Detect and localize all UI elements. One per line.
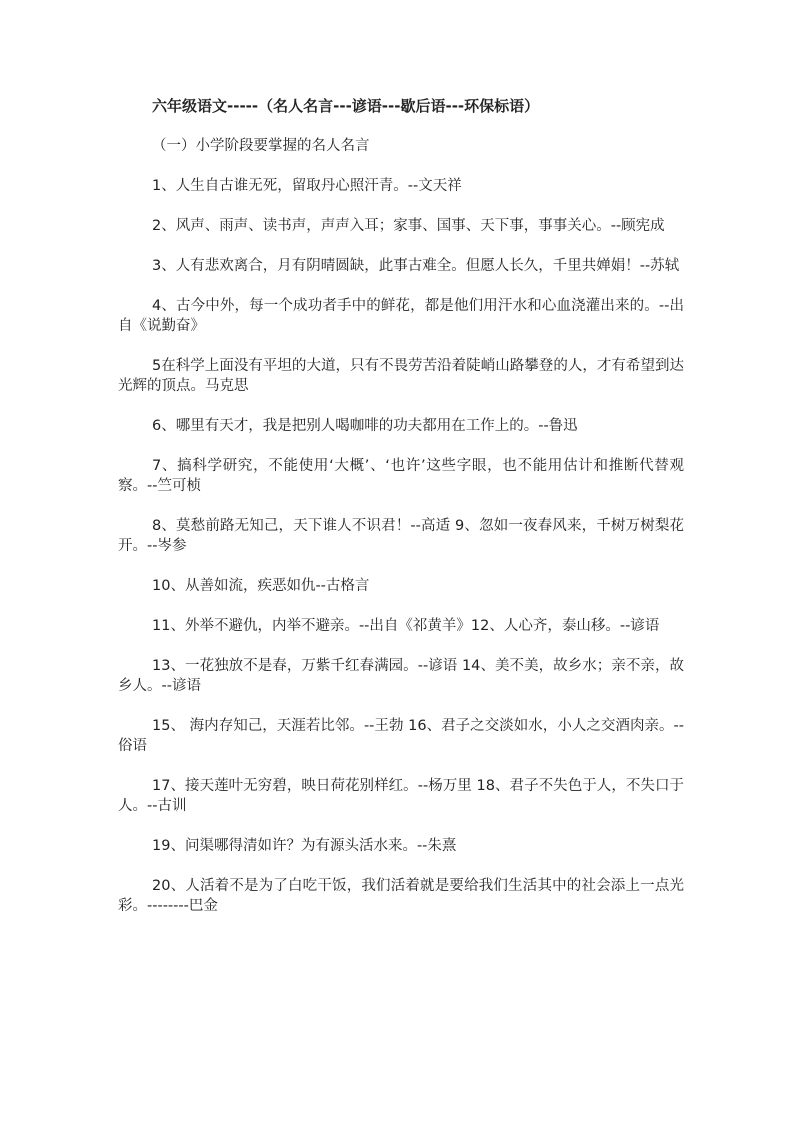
quote-paragraph: 5在科学上面没有平坦的大道，只有不畏劳苦沿着陡峭山路攀登的人，才有希望到达光辉的顶点。马克思 [118, 358, 684, 394]
quote-paragraph: 19、问渠哪得清如许？为有源头活水来。--朱熹 [152, 838, 457, 854]
quote-paragraph: 4、古今中外，每一个成功者手中的鲜花，都是他们用汗水和心血浇灌出来的。--出自《说勤奋》 [118, 298, 684, 334]
quote-paragraph: 6、哪里有天才，我是把别人喝咖啡的功夫都用在工作上的。--鲁迅 [152, 418, 578, 434]
quote-paragraph: 15、 海内存知己，天涯若比邻。--王勃 16、君子之交淡如水，小人之交酒肉亲。--俗语 [118, 718, 684, 754]
quote-paragraph: 20、人活着不是为了白吃干饭，我们活着就是要给我们生活其中的社会添上一点光彩。--------巴金 [118, 878, 684, 914]
quote-paragraph: 3、人有悲欢离合，月有阴晴圆缺，此事古难全。但愿人长久，千里共婵娟！--苏轼 [152, 258, 680, 274]
document-title: 六年级语文-----（名人名言---谚语---歇后语---环保标语） [152, 97, 540, 115]
document-page [118, 96, 684, 936]
section-heading: （一）小学阶段要掌握的名人名言 [152, 138, 370, 154]
quote-paragraph: 8、莫愁前路无知己，天下谁人不识君！--高适 9、忽如一夜春风来，千树万树梨花开。--岑参 [118, 518, 684, 554]
quote-paragraph: 10、从善如流，疾恶如仇--古格言 [152, 578, 370, 594]
quote-paragraph: 13、一花独放不是春，万紫千红春满园。--谚语 14、美不美，故乡水；亲不亲，故乡人。--谚语 [118, 658, 684, 694]
quote-paragraph: 11、外举不避仇，内举不避亲。--出自《祁黄羊》12、人心齐，泰山移。--谚语 [152, 618, 660, 634]
quote-paragraph: 7、搞科学研究，不能使用‘大概’、‘也许’这些字眼，也不能用估计和推断代替观察。--竺可桢 [118, 458, 684, 494]
quote-paragraph: 17、接天莲叶无穷碧，映日荷花别样红。--杨万里 18、君子不失色于人，不失口于人。--古训 [118, 778, 684, 814]
quote-paragraph: 1、人生自古谁无死，留取丹心照汗青。--文天祥 [152, 178, 462, 194]
quote-paragraph: 2、风声、雨声、读书声，声声入耳；家事、国事、天下事，事事关心。--顾宪成 [152, 218, 665, 234]
